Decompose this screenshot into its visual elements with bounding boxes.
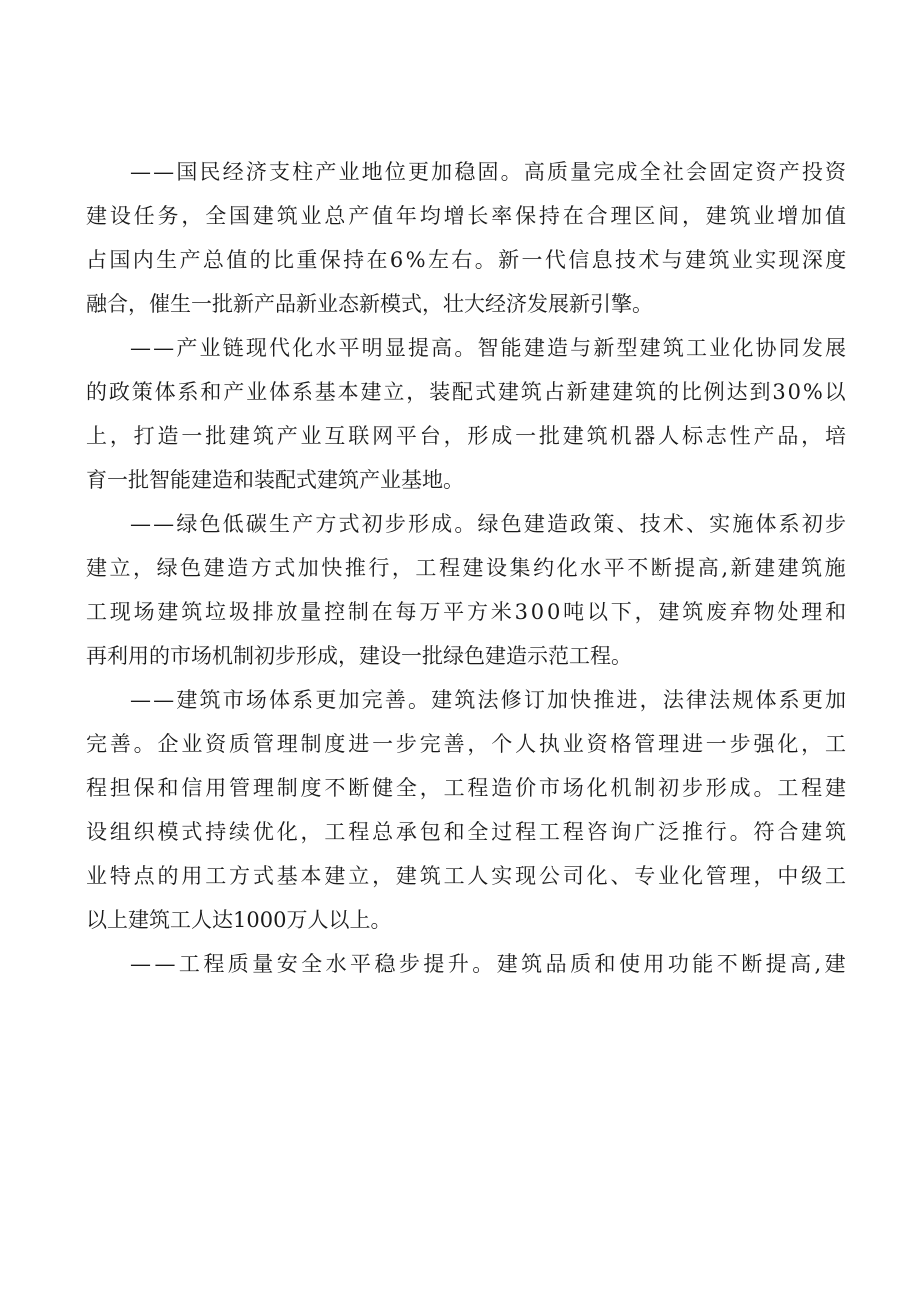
paragraph-3-line-2: 建立，绿色建造方式加快推行，工程建设集约化水平不断提高,新建建筑施 (86, 556, 849, 580)
paragraph-1-line-3: 占国内生产总值的比重保持在6%左右。新一代信息技术与建筑业实现深度 (86, 248, 849, 272)
paragraph-1-line-2: 建设任务，全国建筑业总产值年均增长率保持在合理区间，建筑业增加值 (86, 204, 849, 228)
paragraph-4-line-6: 以上建筑工人达1000万人以上。 (86, 908, 392, 932)
paragraph-1-line-4: 融合，催生一批新产品新业态新模式，壮大经济发展新引擎。 (86, 292, 653, 316)
paragraph-3-line-1: ——绿色低碳生产方式初步形成。绿色建造政策、技术、实施体系初步 (130, 512, 849, 536)
paragraph-2-line-4: 育一批智能建造和装配式建筑产业基地。 (86, 468, 464, 492)
paragraph-3-line-4: 再利用的市场机制初步形成，建设一批绿色建造示范工程。 (86, 644, 632, 668)
paragraph-4-line-1: ——建筑市场体系更加完善。建筑法修订加快推进，法律法规体系更加 (130, 688, 849, 712)
paragraph-5-line-1: ——工程质量安全水平稳步提升。建筑品质和使用功能不断提高,建 (130, 952, 850, 976)
paragraph-1-line-1: ——国民经济支柱产业地位更加稳固。高质量完成全社会固定资产投资 (130, 160, 849, 184)
paragraph-3-line-3: 工现场建筑垃圾排放量控制在每万平方米300吨以下，建筑废弃物处理和 (86, 600, 849, 624)
paragraph-4-line-3: 程担保和信用管理制度不断健全，工程造价市场化机制初步形成。工程建 (86, 776, 849, 800)
paragraph-2-line-3: 上，打造一批建筑产业互联网平台，形成一批建筑机器人标志性产品，培 (86, 424, 849, 448)
paragraph-4-line-5: 业特点的用工方式基本建立，建筑工人实现公司化、专业化管理，中级工 (86, 864, 849, 888)
paragraph-4-line-4: 设组织模式持续优化，工程总承包和全过程工程咨询广泛推行。符合建筑 (86, 820, 849, 844)
paragraph-2-line-1: ——产业链现代化水平明显提高。智能建造与新型建筑工业化协同发展 (130, 336, 849, 360)
paragraph-2-line-2: 的政策体系和产业体系基本建立，装配式建筑占新建建筑的比例达到30%以 (86, 380, 848, 404)
paragraph-4-line-2: 完善。企业资质管理制度进一步完善，个人执业资格管理进一步强化，工 (86, 732, 849, 756)
